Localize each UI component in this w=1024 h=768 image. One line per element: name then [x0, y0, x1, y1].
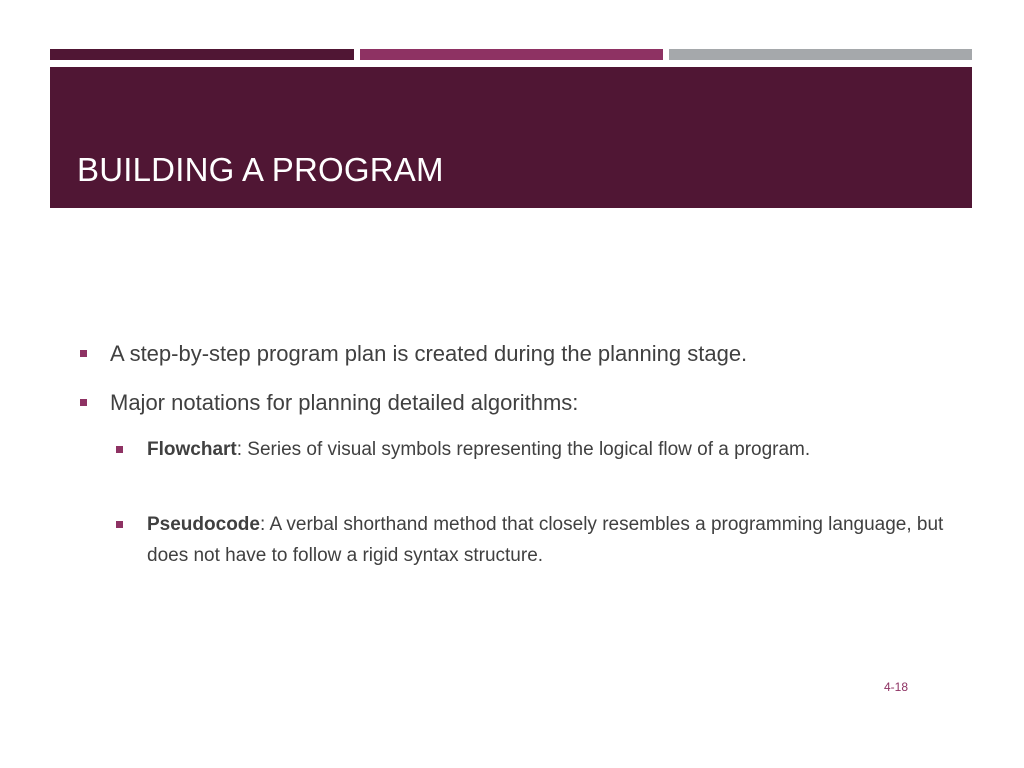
accent-bar-dark: [50, 49, 354, 60]
sub-bullet-pseudocode: [147, 509, 947, 571]
accent-bar-magenta: [360, 49, 663, 60]
accent-bar-gray: [669, 49, 972, 60]
slide-title: BUILDING A PROGRAM: [77, 151, 444, 188]
sub-bullet-flowchart: [147, 434, 947, 465]
bullet-square-icon: [80, 399, 87, 406]
bullet-square-icon: [80, 350, 87, 357]
bullet-item: Major notations for planning detailed algorithms:: [110, 390, 579, 415]
term-pseudocode: Pseudocode: [147, 514, 260, 535]
term-flowchart: Flowchart: [147, 439, 237, 460]
page-number: 4-18: [884, 680, 909, 694]
sub-bullet-square-icon: [116, 446, 123, 453]
sub-bullet-square-icon: [116, 521, 123, 528]
title-band: [50, 67, 972, 208]
definition-flowchart: : Series of visual symbols representing the logical flow of a program.: [236, 439, 811, 460]
definition-pseudocode: : A verbal shorthand method that closely resembles a programming language, but does not have to follow a rigid syntax structure.: [147, 514, 944, 566]
bullet-item: A step-by-step program plan is created during the planning stage.: [110, 341, 748, 366]
